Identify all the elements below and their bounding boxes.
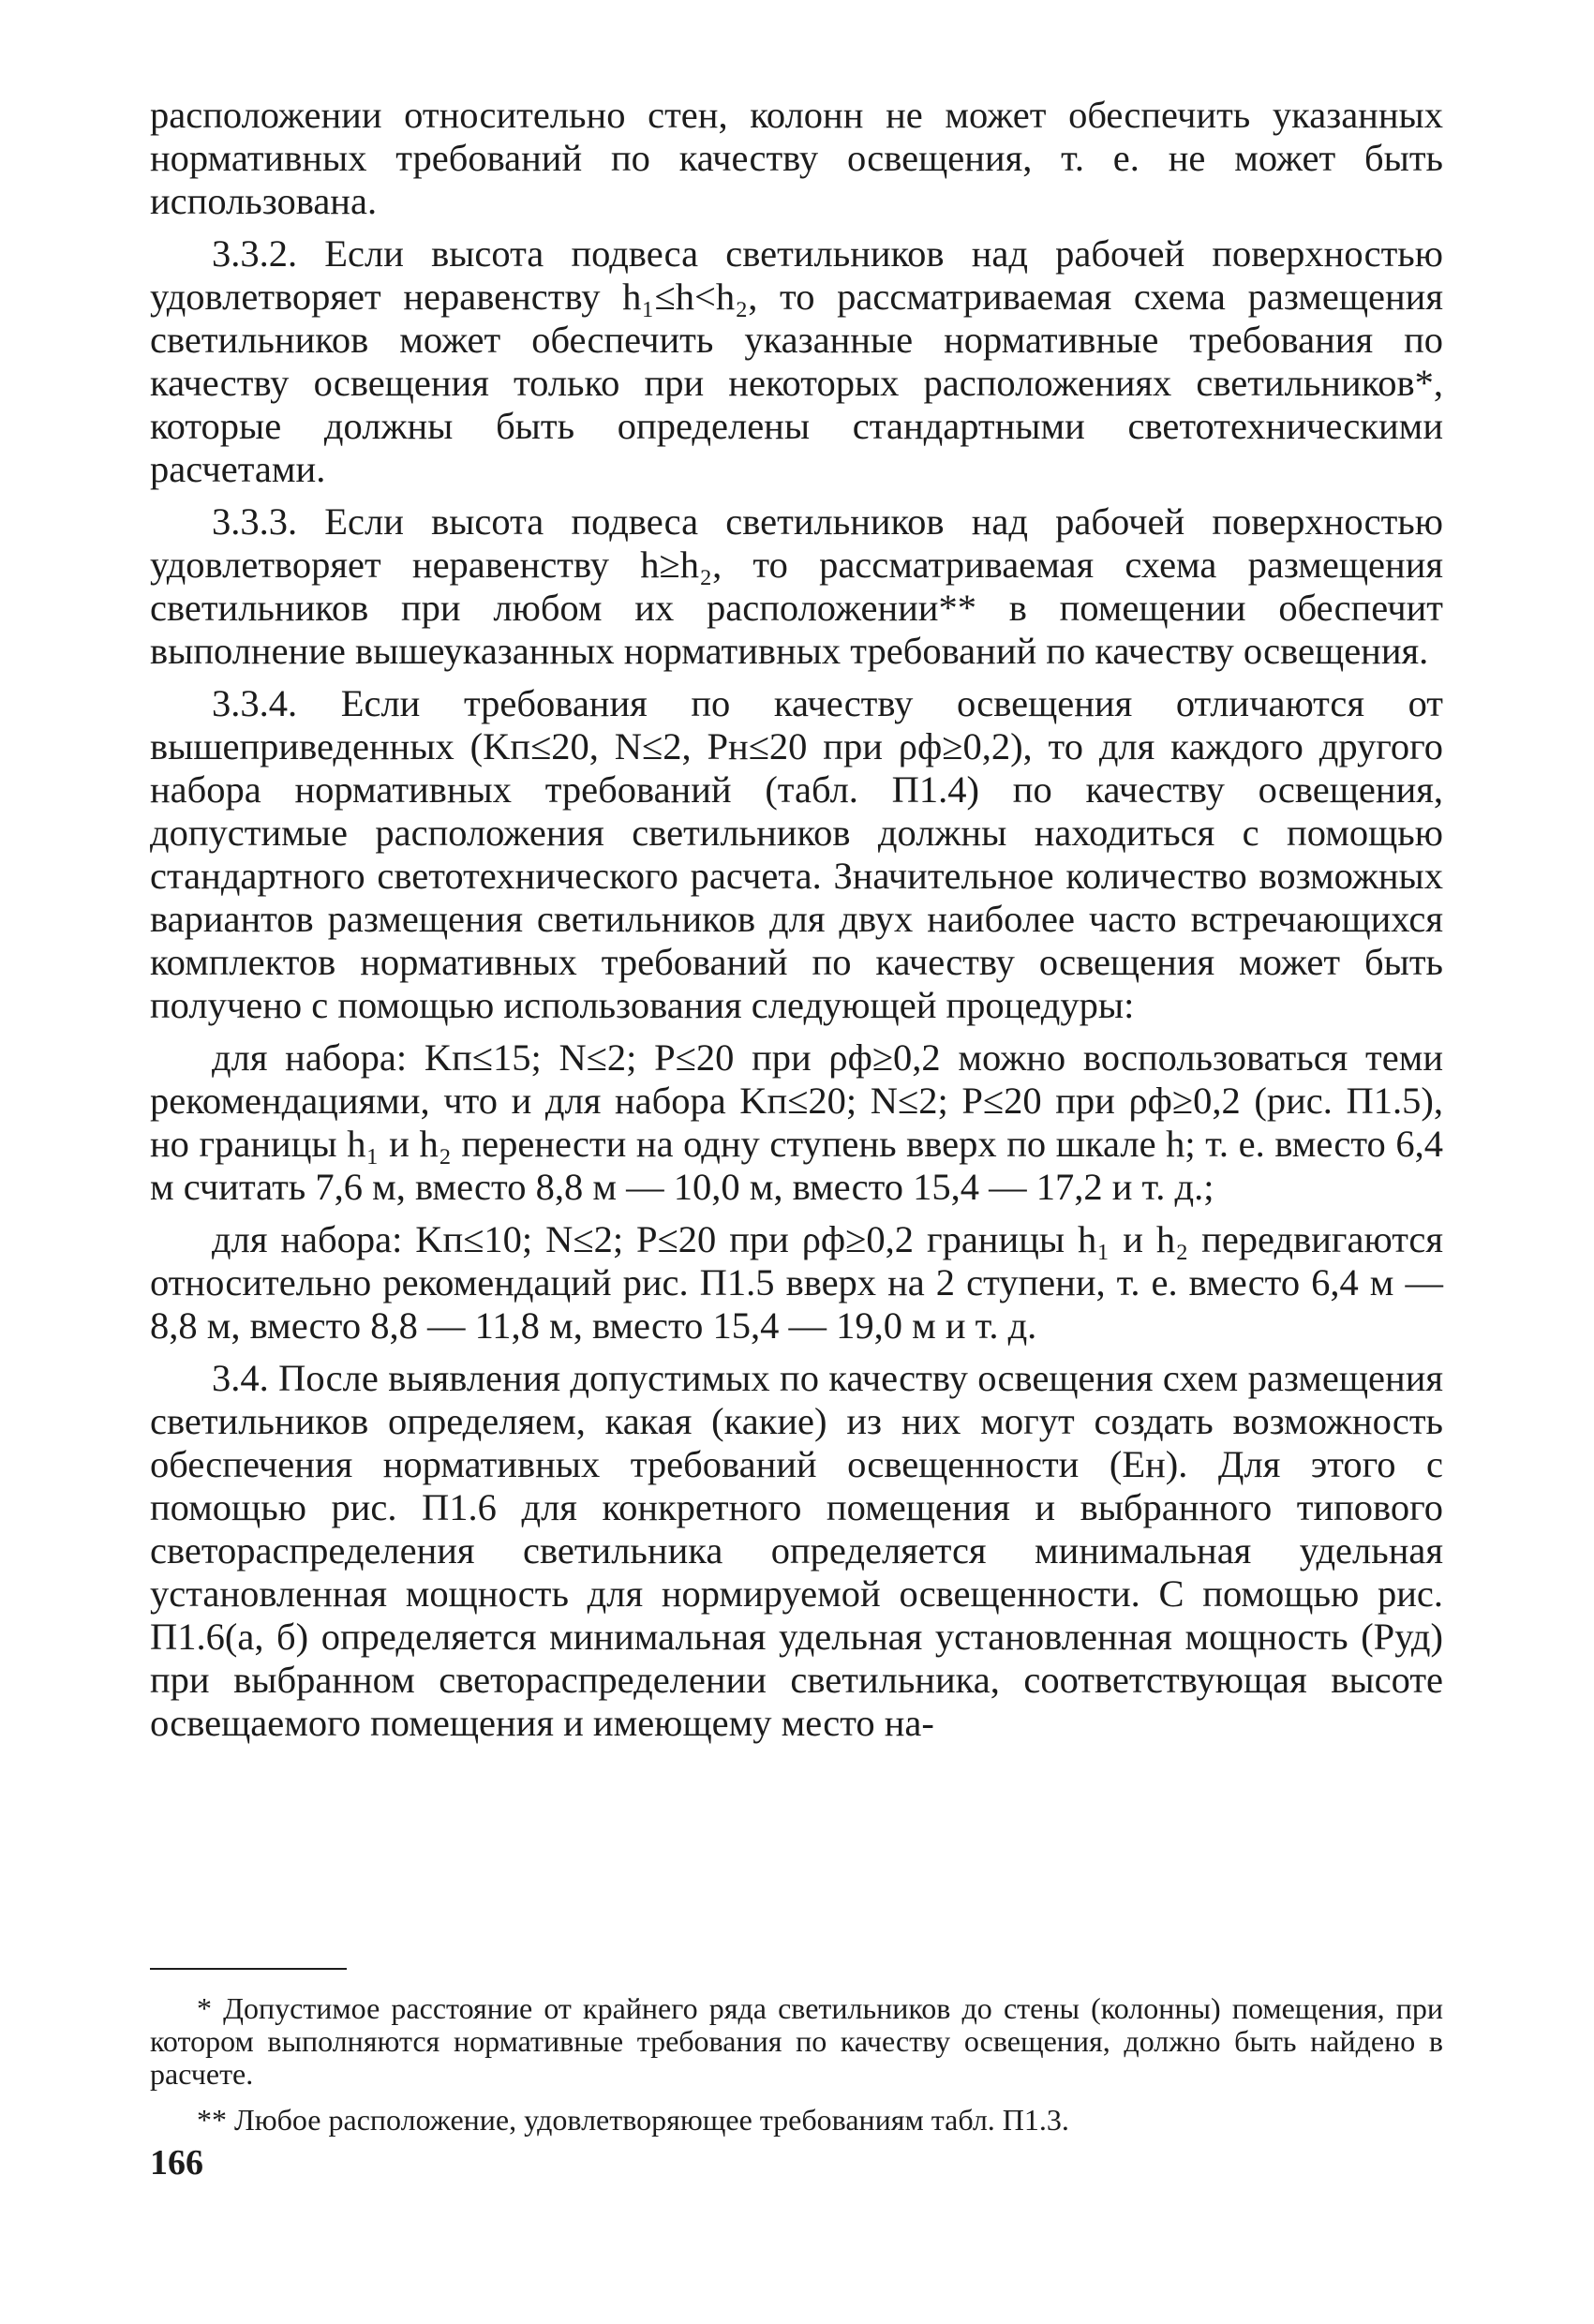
paragraph-continuation: расположении относительно стен, колонн не может обеспечить указанных нормативных требований по качеству освещения, т. е. не может быть использована. xyxy=(150,94,1443,222)
paragraph-3-4: 3.4. После выявления допустимых по качеству освещения схем размещения светильников определяем, какая (какие) из них могут создать возможность обеспечения нормативных требований освещенности (Eн). Для этого с помощью рис. П1.6 для конкретного помещения и выбранного типового светораспределения светильника определяется минимальная удельная установленная мощность для нормируемой освещенности. С помощью рис. П1.6(а, б) определяется минимальная удельная установленная мощность (Pуд) при выбранном светораспределении светильника, соответствующая высоте освещаемого помещения и имеющему место на- xyxy=(150,1357,1443,1744)
footnote-1: * Допустимое расстояние от крайнего ряда светильников до стены (колонны) помещения, при котором выполняются нормативные требования по качеству освещения, должно быть найдено в расчете. xyxy=(150,1991,1443,2091)
paragraph-3-3-3: 3.3.3. Если высота подвеса светильников над рабочей поверхностью удовлетворяет неравенству h≥h₂, то рассматриваемая схема размещения светильников при любом их расположении** в помещении обеспечит выполнение вышеуказанных нормативных требований по качеству освещения. xyxy=(150,500,1443,672)
footnotes xyxy=(150,1992,1443,2150)
paragraph-3-3-4: 3.3.4. Если требования по качеству освещения отличаются от вышеприведенных (Kп≤20, N≤2, Pн≤20 при ρф≥0,2), то для каждого другого набора нормативных требований (табл. П1.4) по качеству освещения, допустимые расположения светильников должны находиться с помощью стандартного светотехнического расчета. Значительное количество возможных вариантов размещения светильников для двух наиболее часто встречающихся комплектов нормативных требований по качеству освещения может быть получено с помощью использования следующей процедуры: xyxy=(150,682,1443,1026)
page-number: 166 xyxy=(150,2143,203,2182)
footnote-divider xyxy=(150,1968,347,1970)
footnote-2: ** Любое расположение, удовлетворяющее требованиям табл. П1.3. xyxy=(197,2103,1069,2137)
paragraph-set-kp15: для набора: Kп≤15; N≤2; P≤20 при ρф≥0,2 можно воспользоваться теми рекомендациями, что и для набора Kп≤20; N≤2; P≤20 при ρф≥0,2 (рис. П1.5), но границы h₁ и h₂ перенести на одну ступень вверх по шкале h; т. е. вместо 6,4 м считать 7,6 м, вместо 8,8 м — 10,0 м, вместо 15,4 — 17,2 и т. д.; xyxy=(150,1036,1443,1208)
paragraph-set-kp10: для набора: Kп≤10; N≤2; P≤20 при ρф≥0,2 границы h₁ и h₂ передвигаются относительно рекомендаций рис. П1.5 вверх на 2 ступени, т. е. вместо 6,4 м — 8,8 м, вместо 8,8 — 11,8 м, вместо 15,4 — 19,0 м и т. д. xyxy=(150,1218,1443,1347)
paragraph-3-3-2: 3.3.2. Если высота подвеса светильников над рабочей поверхностью удовлетворяет неравенству h₁≤h<h₂, то рассматриваемая схема размещения светильников может обеспечить указанные нормативные требования по качеству освещения только при некоторых расположениях светильников*, которые должны быть определены стандартными светотехническими расчетами. xyxy=(150,232,1443,490)
main-text xyxy=(150,94,1443,1754)
